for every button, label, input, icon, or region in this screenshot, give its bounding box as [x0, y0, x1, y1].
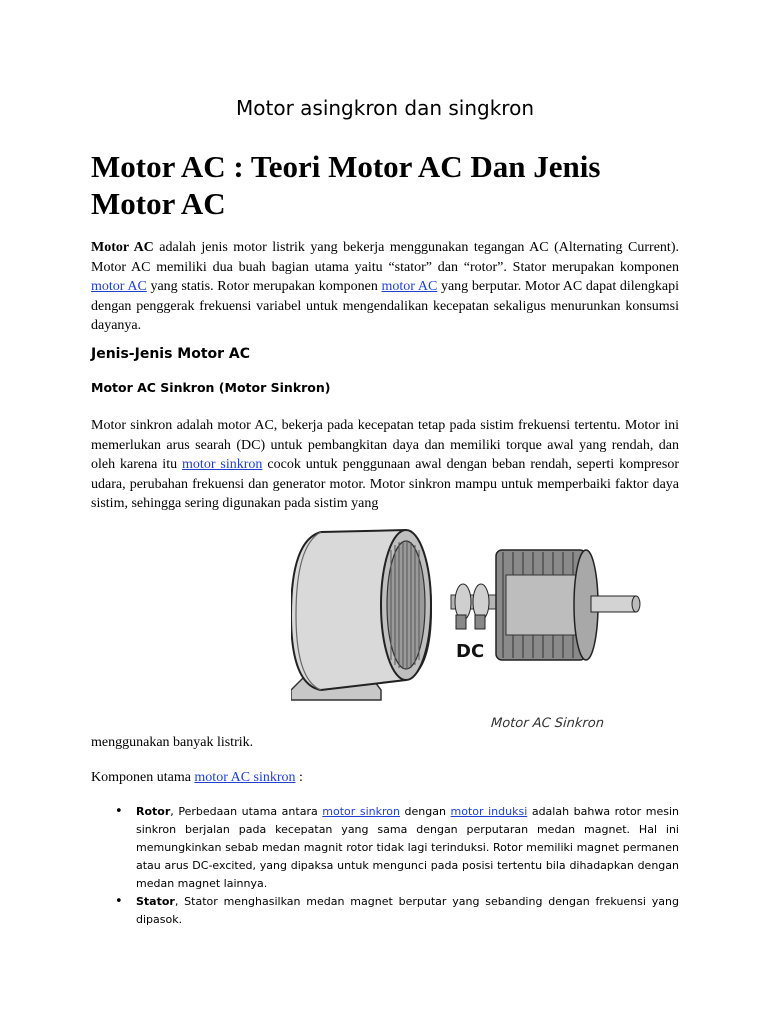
sinkron-paragraph [91, 416, 679, 514]
document-title: Motor asingkron dan singkron [236, 96, 534, 120]
bullet-dot: • [115, 894, 123, 909]
motor-ac-link-2[interactable]: motor AC [381, 279, 438, 294]
figure-caption: Motor AC Sinkron [490, 716, 605, 731]
rotor-illustration [496, 550, 640, 660]
tail-paragraph: menggunakan banyak listrik. [91, 735, 254, 750]
sinkron-text-2: cocok untuk penggunaan awal dengan beban rendah, seperti kompresor udara, perubahan frekuensi dan generator motor. Motor sinkron mampu untuk memperbaiki faktor daya sistim, sehingga sering digunakan pada sistim yang [91, 457, 679, 511]
subsection-heading-sinkron: Motor AC Sinkron (Motor Sinkron) [91, 380, 331, 395]
komponen-list [91, 803, 679, 929]
rotor-text-1: , Perbedaan utama antara [170, 805, 323, 818]
intro-text-3: yang berputar. Motor AC dapat dilengkapi dengan penggerak frekuensi variabel untuk mengendalikan kecepatan sekaligus menurunkan konsumsi dayanya. [91, 279, 679, 333]
motor-sinkron-link-2[interactable]: motor sinkron [322, 805, 400, 818]
motor-sinkron-figure [291, 520, 641, 740]
komponen-paragraph [91, 768, 679, 788]
article-heading: Motor AC : Teori Motor AC Dan Jenis Motor AC [91, 149, 601, 221]
intro-paragraph [91, 238, 679, 336]
sinkron-text-1: Motor sinkron adalah motor AC, bekerja pada kecepatan tetap pada sistim frekuensi tertentu. Motor ini memerlukan arus searah (DC) untuk pembangkitan daya dan memiliki torque awal yang rendah, dan oleh karena itu [91, 418, 679, 472]
list-item-stator [91, 893, 679, 929]
stator-text-1: , Stator menghasilkan medan magnet berputar yang sebanding dengan frekuensi yang dipasok. [136, 895, 679, 926]
komponen-suffix: : [295, 770, 303, 785]
intro-text-1: adalah jenis motor listrik yang bekerja menggunakan tegangan AC (Alternating Current). Motor AC memiliki dua buah bagian utama yaitu “stator” dan “rotor”. Stator merupakan komponen [91, 240, 679, 275]
intro-bold-lead: Motor AC [91, 240, 154, 255]
intro-text-2: yang statis. Rotor merupakan komponen [146, 279, 382, 294]
motor-ac-sinkron-link[interactable]: motor AC sinkron [194, 770, 296, 785]
rotor-term: Rotor [136, 805, 171, 818]
motor-ac-link-1[interactable]: motor AC [91, 279, 147, 294]
section-heading-jenis: Jenis-Jenis Motor AC [91, 346, 251, 362]
bullet-dot: • [115, 804, 123, 819]
motor-induksi-link[interactable]: motor induksi [450, 805, 528, 818]
list-item-rotor [91, 803, 679, 893]
stator-term: Stator [136, 895, 175, 908]
dc-label: DC [456, 641, 485, 662]
rotor-text-2: dengan [399, 805, 451, 818]
stator-illustration [291, 530, 431, 700]
rotor-text-3: adalah bahwa rotor mesin sinkron berjalan pada kecepatan yang sama dengan perputaran medan magnet. Hal ini memungkinkan sebab medan magnit rotor tidak lagi terinduksi. Rotor memiliki magnet permanen atau arus DC-excited, yang dipaksa untuk mengunci pada posisi tertentu bila dihadapkan dengan medan magnet lainnya. [136, 805, 680, 890]
komponen-text: Komponen utama [91, 770, 195, 785]
motor-sinkron-link[interactable]: motor sinkron [182, 457, 263, 472]
